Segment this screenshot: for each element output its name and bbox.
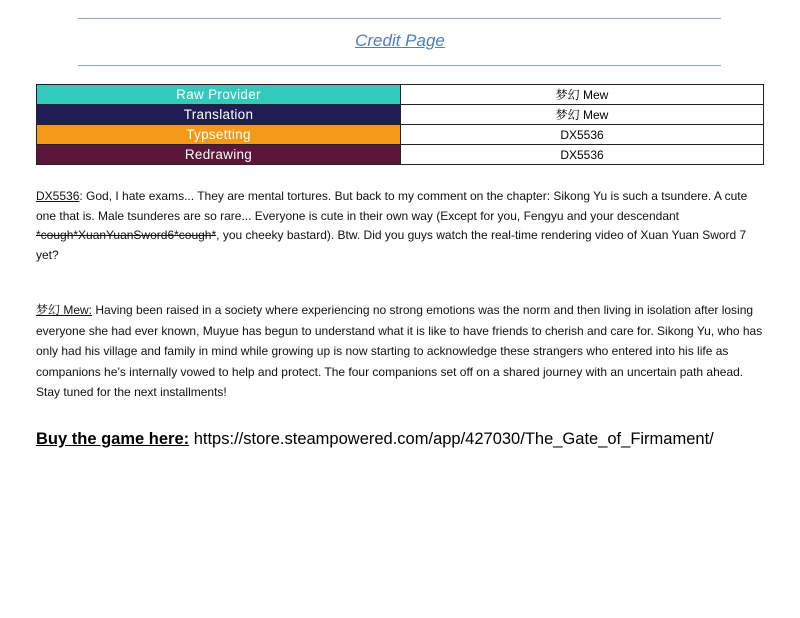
name-cell: DX5536 [401, 145, 764, 165]
top-divider [78, 18, 721, 19]
mew-note-text: Having been raised in a society where experiencing no strong emotions was the norm and then living in isolation after losing everyone she had ever known, Muyue has begun to understand what it is like to have friends to cherish and care for. Sikong Yu, who has only had his village and family in mind while growing up is now starting to acknowledge these strangers who entered into his life as companions he’s internally vowed to help and protect. The four companions set off on a shared journey with an uncertain path ahead. Stay tuned for the next installments! [36, 303, 763, 399]
dx-author: DX5536 [36, 189, 80, 203]
name-cell: DX5536 [401, 125, 764, 145]
name-cell: 梦幻 Mew [401, 85, 764, 105]
page-title: Credit Page [355, 31, 445, 50]
dx-strikethrough-text: *cough*XuanYuanSword6*cough* [36, 228, 217, 242]
name-cell: 梦幻 Mew [401, 105, 764, 125]
buy-line [36, 430, 714, 449]
store-link[interactable]: https://store.steampowered.com/app/427030/The_Gate_of_Firmament/ [189, 430, 714, 448]
credits-row-typesetting [37, 125, 764, 145]
credits-table [36, 84, 764, 165]
dx-note-text-end: , you cheeky bastard). Btw. Did you guys watch the real-time rendering video of Xuan Yuan Sword 7 yet? [36, 228, 747, 262]
role-cell: Translation [37, 105, 401, 125]
mew-author: 梦幻 Mew: [36, 303, 93, 317]
role-cell: Typsetting [37, 125, 401, 145]
buy-label: Buy the game here: [36, 430, 190, 448]
credits-row-translation [37, 105, 764, 125]
dx-note-paragraph [36, 187, 766, 265]
dx-note-text: : God, I hate exams... They are mental tortures. But back to my comment on the chapter: Sikong Yu is such a tsundere. A cute one that is. Male tsunderes are so rare... Everyone is cute in their own way (Except for you, Fengyu and your descendant [36, 189, 748, 223]
credits-row-raw-provider [37, 85, 764, 105]
bottom-divider [78, 65, 721, 66]
role-cell: Redrawing [37, 145, 401, 165]
mew-note-paragraph [36, 300, 766, 403]
credits-row-redrawing [37, 145, 764, 165]
role-cell: Raw Provider [37, 85, 401, 105]
